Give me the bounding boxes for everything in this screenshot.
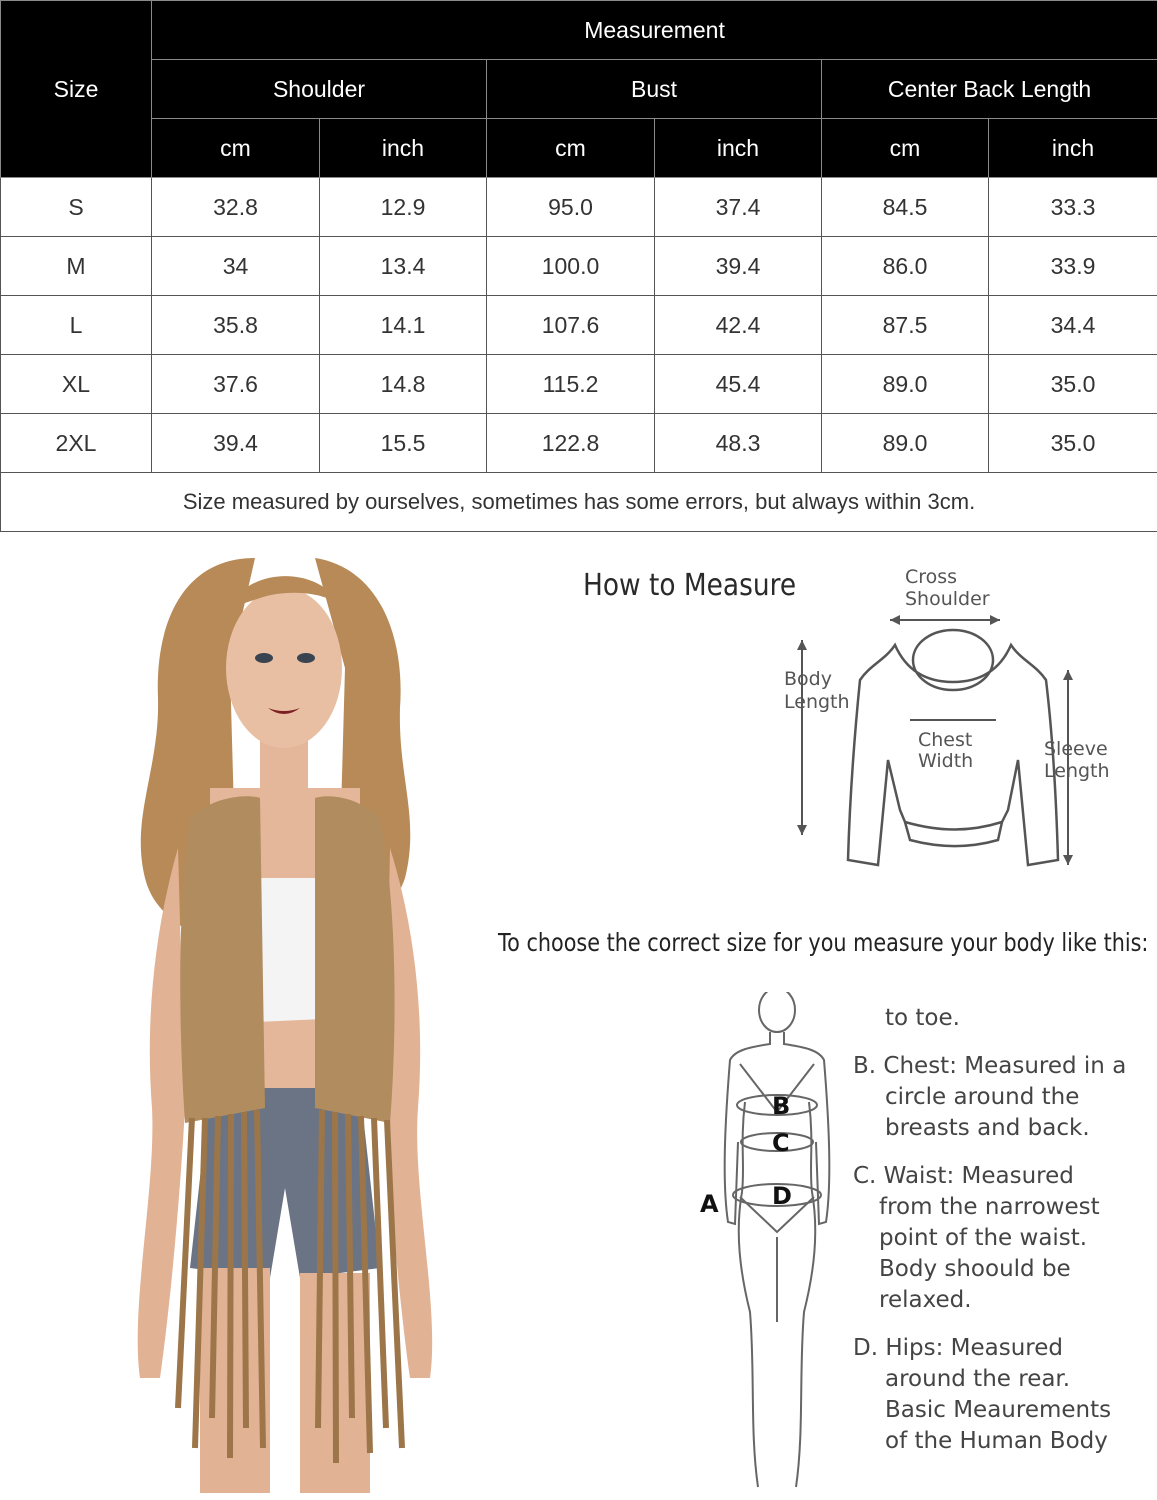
body-diagram bbox=[690, 992, 840, 1497]
unit-header: inch bbox=[989, 119, 1157, 178]
definition-c: Body shoould be bbox=[879, 1256, 1071, 1282]
table-cell: 33.9 bbox=[989, 237, 1157, 296]
definition-c: relaxed. bbox=[879, 1287, 972, 1313]
size-cell: L bbox=[1, 296, 152, 355]
model-photo bbox=[60, 548, 490, 1493]
bust-header: Bust bbox=[487, 60, 822, 119]
chest-width-label: Chest bbox=[918, 729, 973, 751]
table-row bbox=[1, 237, 1157, 296]
model-arm bbox=[138, 848, 185, 1378]
label-d: D bbox=[772, 1182, 792, 1210]
table-cell: 35.0 bbox=[989, 414, 1157, 473]
table-cell: 95.0 bbox=[487, 178, 655, 237]
unit-header: cm bbox=[487, 119, 655, 178]
measurement-header: Measurement bbox=[152, 1, 1157, 60]
unit-header: cm bbox=[152, 119, 320, 178]
label-a: A bbox=[700, 1190, 719, 1218]
table-cell: 32.8 bbox=[152, 178, 320, 237]
table-row bbox=[1, 414, 1157, 473]
table-cell: 37.4 bbox=[655, 178, 822, 237]
table-cell: 39.4 bbox=[655, 237, 822, 296]
size-cell: M bbox=[1, 237, 152, 296]
table-cell: 14.1 bbox=[320, 296, 487, 355]
size-chart-table bbox=[0, 0, 1157, 532]
size-header: Size bbox=[1, 1, 152, 178]
suede-vest bbox=[315, 796, 395, 1123]
size-cell: 2XL bbox=[1, 414, 152, 473]
measurement-definitions bbox=[853, 1003, 1153, 1457]
measurement-note: Size measured by ourselves, sometimes has some errors, but always within 3cm. bbox=[1, 473, 1157, 532]
definition-b: B. Chest: Measured in a bbox=[853, 1053, 1127, 1079]
label-c: C bbox=[772, 1129, 790, 1157]
table-cell: 115.2 bbox=[487, 355, 655, 414]
definition-d: D. Hips: Measured bbox=[853, 1335, 1064, 1361]
table-cell: 37.6 bbox=[152, 355, 320, 414]
chest-width-label: Width bbox=[918, 750, 974, 772]
definition-d: around the rear. bbox=[885, 1366, 1071, 1392]
table-cell: 35.8 bbox=[152, 296, 320, 355]
table-cell: 13.4 bbox=[320, 237, 487, 296]
label-b: B bbox=[772, 1092, 791, 1120]
definition-c: C. Waist: Measured bbox=[853, 1163, 1074, 1189]
table-cell: 34.4 bbox=[989, 296, 1157, 355]
center-back-length-header: Center Back Length bbox=[822, 60, 1157, 119]
garment-diagram bbox=[770, 560, 1130, 880]
unit-header: inch bbox=[655, 119, 822, 178]
body-length-label: Length bbox=[784, 691, 850, 713]
table-cell: 87.5 bbox=[822, 296, 989, 355]
unit-header: inch bbox=[320, 119, 487, 178]
definition-c: from the narrowest bbox=[879, 1194, 1100, 1220]
table-cell: 89.0 bbox=[822, 355, 989, 414]
shoulder-header: Shoulder bbox=[152, 60, 487, 119]
body-length-label: Body bbox=[784, 668, 832, 690]
table-row bbox=[1, 296, 1157, 355]
table-cell: 39.4 bbox=[152, 414, 320, 473]
instruction-text: To choose the correct size for you measure your body like this: bbox=[498, 928, 1149, 957]
cross-shoulder-label: Shoulder bbox=[905, 588, 990, 610]
size-cell: S bbox=[1, 178, 152, 237]
table-cell: 34 bbox=[152, 237, 320, 296]
definition-c: point of the waist. bbox=[879, 1225, 1088, 1251]
table-cell: 48.3 bbox=[655, 414, 822, 473]
size-cell: XL bbox=[1, 355, 152, 414]
table-cell: 14.8 bbox=[320, 355, 487, 414]
table-cell: 100.0 bbox=[487, 237, 655, 296]
sleeve-length-label: Sleeve bbox=[1044, 738, 1108, 760]
table-cell: 42.4 bbox=[655, 296, 822, 355]
how-to-measure-title: How to Measure bbox=[583, 568, 797, 603]
table-cell: 45.4 bbox=[655, 355, 822, 414]
table-cell: 89.0 bbox=[822, 414, 989, 473]
definition-d: Basic Meaurements bbox=[885, 1397, 1112, 1423]
table-cell: 15.5 bbox=[320, 414, 487, 473]
table-cell: 12.9 bbox=[320, 178, 487, 237]
table-cell: 86.0 bbox=[822, 237, 989, 296]
definition-b: breasts and back. bbox=[885, 1115, 1090, 1141]
definition-d: of the Human Body bbox=[885, 1428, 1108, 1454]
definition-b: circle around the bbox=[885, 1084, 1080, 1110]
definition-a: to toe. bbox=[885, 1005, 960, 1031]
table-row bbox=[1, 355, 1157, 414]
table-row bbox=[1, 178, 1157, 237]
table-cell: 122.8 bbox=[487, 414, 655, 473]
table-cell: 107.6 bbox=[487, 296, 655, 355]
table-cell: 33.3 bbox=[989, 178, 1157, 237]
table-cell: 35.0 bbox=[989, 355, 1157, 414]
sleeve-length-label: Length bbox=[1044, 760, 1110, 782]
unit-header: cm bbox=[822, 119, 989, 178]
cross-shoulder-label: Cross bbox=[905, 566, 958, 588]
suede-vest bbox=[180, 796, 265, 1123]
table-cell: 84.5 bbox=[822, 178, 989, 237]
